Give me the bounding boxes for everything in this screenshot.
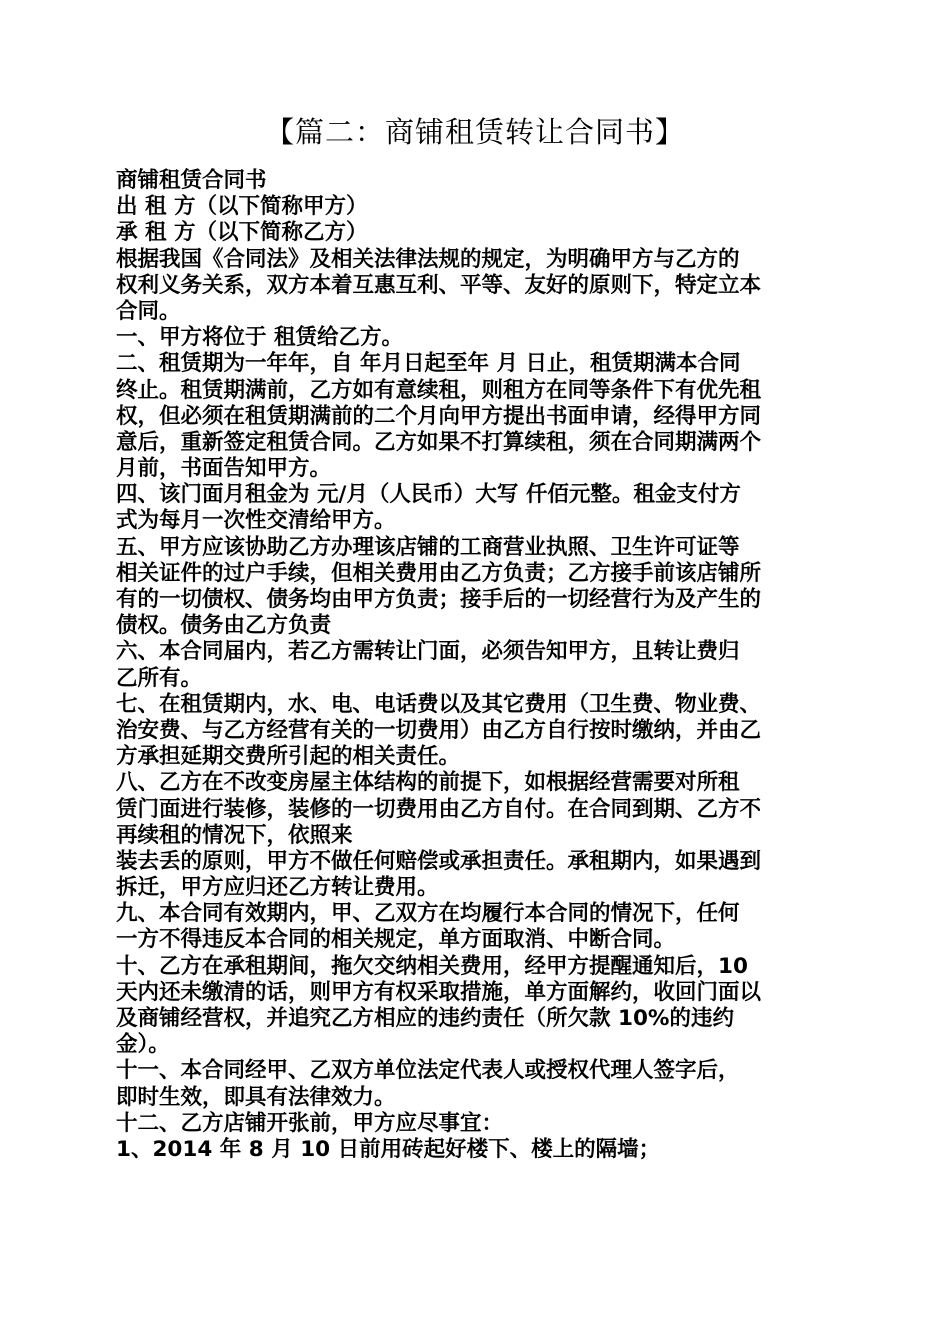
body-line: 有的一切债权、债务均由甲方负责；接手后的一切经营行为及产生的 <box>116 587 762 612</box>
body-line: 相关证件的过户手续，但相关费用由乙方负责；乙方接手前该店铺所 <box>116 560 762 586</box>
body-line: 六、本合同届内，若乙方需转让门面，必须告知甲方，且转让费归 <box>116 639 740 665</box>
body-line: 即时生效，即具有法律效力。 <box>116 1084 396 1110</box>
body-line: 拆迁，甲方应归还乙方转让费用。 <box>116 875 439 901</box>
body-line: 七、在租赁期内，水、电、电话费以及其它费用（卫生费、物业费、 <box>116 691 762 717</box>
body-line: 金）。 <box>116 1032 170 1058</box>
body-line: 十二、乙方店铺开张前，甲方应尽事宜： <box>116 1110 504 1136</box>
body-line: 装去丢的原则，甲方不做任何赔偿或承担责任。承租期内，如果遇到 <box>116 848 762 874</box>
body-line: 月前，书面告知甲方。 <box>116 456 332 482</box>
body-line: 一、甲方将位于 租赁给乙方。 <box>116 325 403 351</box>
body-line: 五、甲方应该协助乙方办理该店铺的工商营业执照、卫生许可证等 <box>116 534 740 560</box>
body-line: 二、租赁期为一年年，自 年月日起至年 月 日止，租赁期满本合同 <box>116 351 741 377</box>
body-line: 合同。 <box>116 298 181 324</box>
body-line: 权，但必须在租赁期满前的二个月向甲方提出书面申请，经得甲方同 <box>116 403 762 429</box>
body-line: 四、该门面月租金为 元/月（人民币）大写 仟佰元整。租金支付方 <box>116 482 741 508</box>
body-line: 再续租的情况下，依照来 <box>116 822 353 848</box>
body-line: 权利义务关系，双方本着互惠互利、平等、友好的原则下，特定立本 <box>116 272 762 298</box>
body-line: 商铺租赁合同书 <box>116 168 267 193</box>
body-line: 根据我国《合同法》及相关法律法规的规定，为明确甲方与乙方的 <box>116 246 740 272</box>
document-title: 【篇二：商铺租赁转让合同书】 <box>264 115 685 149</box>
body-line: 承 租 方（以下简称乙方） <box>116 220 368 246</box>
body-line: 治安费、与乙方经营有关的一切费用）由乙方自行按时缴纳，并由乙 <box>116 717 762 743</box>
body-line: 意后，重新签定租赁合同。乙方如果不打算续租，须在合同期满两个 <box>116 429 762 455</box>
body-line: 乙所有。 <box>116 665 203 691</box>
body-line: 终止。租赁期满前，乙方如有意续租，则租方在同等条件下有优先租 <box>116 377 762 403</box>
body-line: 出 租 方（以下简称甲方） <box>116 194 368 220</box>
body-line: 八、乙方在不改变房屋主体结构的前提下，如根据经营需要对所租 <box>116 770 740 796</box>
body-line: 十、乙方在承租期间，拖欠交纳相关费用，经甲方提醒通知后，10 <box>116 953 748 979</box>
body-line: 1、2014 年 8 月 10 日前用砖起好楼下、楼上的隔墙； <box>116 1136 661 1162</box>
body-line: 一方不得违反本合同的相关规定，单方面取消、中断合同。 <box>116 927 676 953</box>
document-body <box>116 168 836 1163</box>
body-line: 方承担延期交费所引起的相关责任。 <box>116 744 461 770</box>
body-line: 十一、本合同经甲、乙双方单位法定代表人或授权代理人签字后， <box>116 1058 740 1084</box>
body-line: 及商铺经营权，并追究乙方相应的违约责任（所欠款 10%的违约 <box>116 1006 734 1031</box>
body-line: 式为每月一次性交清给甲方。 <box>116 508 396 534</box>
body-line: 赁门面进行装修，装修的一切费用由乙方自付。在合同到期、乙方不 <box>116 796 762 822</box>
body-line: 九、本合同有效期内，甲、乙双方在均履行本合同的情况下，任何 <box>116 901 740 927</box>
body-line: 债权。债务由乙方负责 <box>116 613 332 639</box>
body-line: 天内还未缴清的话，则甲方有权采取措施，单方面解约，收回门面以 <box>116 979 762 1005</box>
